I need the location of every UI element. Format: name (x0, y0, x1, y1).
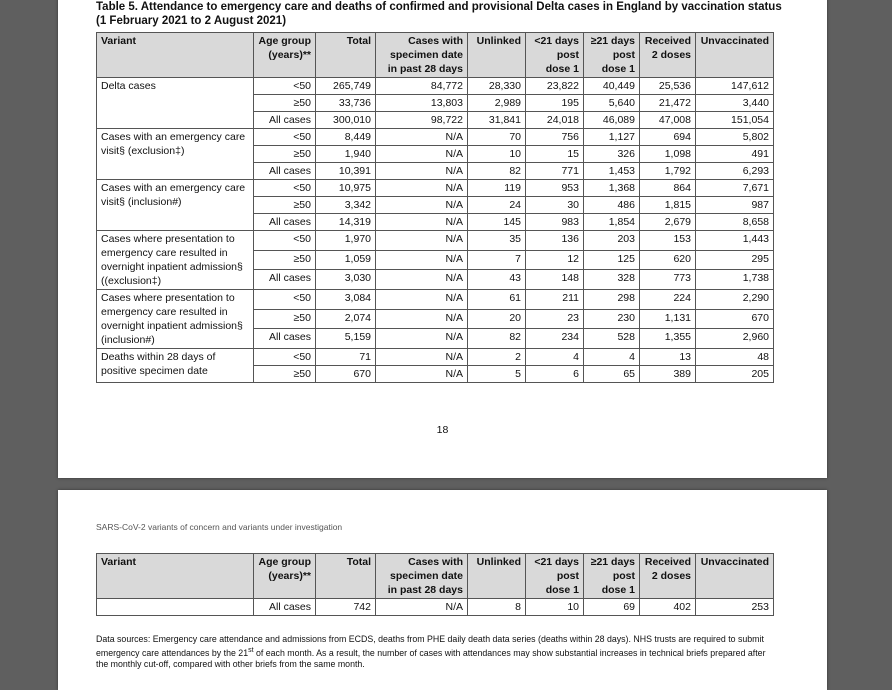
unvaccinated-cell: 491 (696, 146, 774, 163)
header-age-group: Age group (years)** (254, 33, 316, 78)
unvaccinated-cell: 1,443 (696, 231, 774, 251)
received-2-doses-cell: 1,792 (640, 163, 696, 180)
age-group-cell: <50 (254, 290, 316, 310)
document-page-2 (58, 490, 827, 690)
lt21-days-cell: 953 (526, 180, 584, 197)
vaccination-status-table (96, 32, 774, 383)
table-row (97, 599, 774, 616)
cases-28-days-cell: N/A (376, 163, 468, 180)
cases-28-days-cell: N/A (376, 231, 468, 251)
header-cases-28-days: Cases with specimen date in past 28 days (376, 554, 468, 599)
cases-28-days-cell: 84,772 (376, 78, 468, 95)
ge21-days-cell: 65 (584, 366, 640, 383)
ge21-days-cell: 1,453 (584, 163, 640, 180)
total-cell: 3,030 (316, 270, 376, 290)
cases-28-days-cell: N/A (376, 250, 468, 270)
cases-28-days-cell: N/A (376, 309, 468, 329)
lt21-days-cell: 10 (526, 599, 584, 616)
table-row (97, 129, 774, 146)
ge21-days-cell: 5,640 (584, 95, 640, 112)
lt21-days-cell: 983 (526, 214, 584, 231)
ge21-days-cell: 1,854 (584, 214, 640, 231)
age-group-cell: ≥50 (254, 146, 316, 163)
unvaccinated-cell: 1,738 (696, 270, 774, 290)
running-header: SARS-CoV-2 variants of concern and variants under investigation (96, 522, 343, 532)
header-ge21-days: ≥21 days post dose 1 (584, 554, 640, 599)
received-2-doses-cell: 402 (640, 599, 696, 616)
unvaccinated-cell: 987 (696, 197, 774, 214)
cases-28-days-cell: N/A (376, 599, 468, 616)
table-row (97, 349, 774, 366)
unlinked-cell: 82 (468, 329, 526, 349)
page-number: 18 (436, 424, 449, 436)
cases-28-days-cell: N/A (376, 197, 468, 214)
unlinked-cell: 145 (468, 214, 526, 231)
unlinked-cell: 82 (468, 163, 526, 180)
header-age-group: Age group (years)** (254, 554, 316, 599)
age-group-cell: All cases (254, 599, 316, 616)
header-ge21-days: ≥21 days post dose 1 (584, 33, 640, 78)
age-group-cell: <50 (254, 78, 316, 95)
unvaccinated-cell: 151,054 (696, 112, 774, 129)
age-group-cell: <50 (254, 349, 316, 366)
lt21-days-cell: 15 (526, 146, 584, 163)
received-2-doses-cell: 1,355 (640, 329, 696, 349)
header-unlinked: Unlinked (468, 554, 526, 599)
unvaccinated-cell: 2,960 (696, 329, 774, 349)
received-2-doses-cell: 864 (640, 180, 696, 197)
ge21-days-cell: 203 (584, 231, 640, 251)
total-cell: 33,736 (316, 95, 376, 112)
unlinked-cell: 8 (468, 599, 526, 616)
received-2-doses-cell: 47,008 (640, 112, 696, 129)
total-cell: 14,319 (316, 214, 376, 231)
lt21-days-cell: 234 (526, 329, 584, 349)
unlinked-cell: 10 (468, 146, 526, 163)
unlinked-cell: 5 (468, 366, 526, 383)
table-row (97, 231, 774, 251)
unlinked-cell: 70 (468, 129, 526, 146)
unlinked-cell: 7 (468, 250, 526, 270)
unlinked-cell: 2 (468, 349, 526, 366)
unvaccinated-cell: 2,290 (696, 290, 774, 310)
received-2-doses-cell: 25,536 (640, 78, 696, 95)
cases-28-days-cell: N/A (376, 290, 468, 310)
unlinked-cell: 20 (468, 309, 526, 329)
unlinked-cell: 24 (468, 197, 526, 214)
lt21-days-cell: 136 (526, 231, 584, 251)
table-title-line-1: Table 5. Attendance to emergency care and deaths of confirmed and provisional Delta cases in England by vaccination status (96, 1, 782, 13)
age-group-cell: All cases (254, 270, 316, 290)
header-unlinked: Unlinked (468, 33, 526, 78)
variant-cell (97, 599, 254, 616)
age-group-cell: <50 (254, 129, 316, 146)
unvaccinated-cell: 253 (696, 599, 774, 616)
unvaccinated-cell: 295 (696, 250, 774, 270)
unlinked-cell: 35 (468, 231, 526, 251)
unvaccinated-cell: 6,293 (696, 163, 774, 180)
total-cell: 8,449 (316, 129, 376, 146)
received-2-doses-cell: 1,098 (640, 146, 696, 163)
total-cell: 2,074 (316, 309, 376, 329)
header-total: Total (316, 33, 376, 78)
total-cell: 3,084 (316, 290, 376, 310)
total-cell: 670 (316, 366, 376, 383)
age-group-cell: All cases (254, 329, 316, 349)
cases-28-days-cell: N/A (376, 270, 468, 290)
ge21-days-cell: 486 (584, 197, 640, 214)
lt21-days-cell: 4 (526, 349, 584, 366)
table-title-line-2: (1 February 2021 to 2 August 2021) (96, 15, 287, 27)
received-2-doses-cell: 694 (640, 129, 696, 146)
document-page-1 (58, 0, 827, 478)
received-2-doses-cell: 1,131 (640, 309, 696, 329)
header-row (97, 33, 774, 78)
age-group-cell: ≥50 (254, 309, 316, 329)
age-group-cell: <50 (254, 180, 316, 197)
unvaccinated-cell: 48 (696, 349, 774, 366)
ge21-days-cell: 326 (584, 146, 640, 163)
received-2-doses-cell: 21,472 (640, 95, 696, 112)
cases-28-days-cell: N/A (376, 366, 468, 383)
unlinked-cell: 61 (468, 290, 526, 310)
ge21-days-cell: 4 (584, 349, 640, 366)
total-cell: 1,059 (316, 250, 376, 270)
ge21-days-cell: 1,127 (584, 129, 640, 146)
header-cases-28-days: Cases with specimen date in past 28 days (376, 33, 468, 78)
lt21-days-cell: 211 (526, 290, 584, 310)
received-2-doses-cell: 620 (640, 250, 696, 270)
variant-cell: Delta cases (97, 78, 254, 129)
data-sources-note: Data sources: Emergency care attendance and admissions from ECDS, deaths from PHE daily death data series (deaths within 28 days). NHS trusts are required to submit emergency care attendances by the 21st of each month. As a result, the number of cases with attendances may show substantial increases in technical briefs prepared after the monthly cut-off, compared with other briefs from the same month. (96, 634, 766, 669)
unlinked-cell: 28,330 (468, 78, 526, 95)
total-cell: 1,970 (316, 231, 376, 251)
age-group-cell: ≥50 (254, 197, 316, 214)
variant-cell: Cases with an emergency care visit§ (exclusion‡) (97, 129, 254, 180)
variant-cell: Cases where presentation to emergency care resulted in overnight inpatient admission§ (inclusion#) (97, 290, 254, 349)
total-cell: 742 (316, 599, 376, 616)
cases-28-days-cell: N/A (376, 180, 468, 197)
header-row (97, 554, 774, 599)
header-received-2-doses: Received 2 doses (640, 554, 696, 599)
table-row (97, 180, 774, 197)
total-cell: 10,391 (316, 163, 376, 180)
header-variant: Variant (97, 554, 254, 599)
age-group-cell: <50 (254, 231, 316, 251)
age-group-cell: All cases (254, 112, 316, 129)
ge21-days-cell: 328 (584, 270, 640, 290)
table-row (97, 290, 774, 310)
total-cell: 3,342 (316, 197, 376, 214)
continuation-table (96, 553, 774, 616)
unvaccinated-cell: 7,671 (696, 180, 774, 197)
variant-cell: Cases where presentation to emergency care resulted in overnight inpatient admission§ ((exclusion‡) (97, 231, 254, 290)
lt21-days-cell: 771 (526, 163, 584, 180)
unlinked-cell: 31,841 (468, 112, 526, 129)
received-2-doses-cell: 224 (640, 290, 696, 310)
unvaccinated-cell: 670 (696, 309, 774, 329)
received-2-doses-cell: 13 (640, 349, 696, 366)
cases-28-days-cell: N/A (376, 129, 468, 146)
ge21-days-cell: 40,449 (584, 78, 640, 95)
ge21-days-cell: 69 (584, 599, 640, 616)
cases-28-days-cell: N/A (376, 329, 468, 349)
age-group-cell: ≥50 (254, 95, 316, 112)
ge21-days-cell: 528 (584, 329, 640, 349)
age-group-cell: ≥50 (254, 250, 316, 270)
cases-28-days-cell: 98,722 (376, 112, 468, 129)
lt21-days-cell: 195 (526, 95, 584, 112)
header-unvaccinated: Unvaccinated (696, 554, 774, 599)
cases-28-days-cell: N/A (376, 214, 468, 231)
header-lt21-days: <21 days post dose 1 (526, 554, 584, 599)
header-total: Total (316, 554, 376, 599)
unlinked-cell: 43 (468, 270, 526, 290)
lt21-days-cell: 23 (526, 309, 584, 329)
received-2-doses-cell: 2,679 (640, 214, 696, 231)
unlinked-cell: 2,989 (468, 95, 526, 112)
age-group-cell: All cases (254, 214, 316, 231)
table-row (97, 78, 774, 95)
unvaccinated-cell: 8,658 (696, 214, 774, 231)
header-received-2-doses: Received 2 doses (640, 33, 696, 78)
received-2-doses-cell: 389 (640, 366, 696, 383)
ge21-days-cell: 125 (584, 250, 640, 270)
header-unvaccinated: Unvaccinated (696, 33, 774, 78)
variant-cell: Deaths within 28 days of positive specimen date (97, 349, 254, 383)
ge21-days-cell: 46,089 (584, 112, 640, 129)
lt21-days-cell: 6 (526, 366, 584, 383)
total-cell: 265,749 (316, 78, 376, 95)
total-cell: 5,159 (316, 329, 376, 349)
lt21-days-cell: 148 (526, 270, 584, 290)
total-cell: 300,010 (316, 112, 376, 129)
received-2-doses-cell: 153 (640, 231, 696, 251)
unvaccinated-cell: 205 (696, 366, 774, 383)
unvaccinated-cell: 3,440 (696, 95, 774, 112)
total-cell: 10,975 (316, 180, 376, 197)
unlinked-cell: 119 (468, 180, 526, 197)
unvaccinated-cell: 5,802 (696, 129, 774, 146)
header-lt21-days: <21 days post dose 1 (526, 33, 584, 78)
lt21-days-cell: 24,018 (526, 112, 584, 129)
ge21-days-cell: 230 (584, 309, 640, 329)
ge21-days-cell: 298 (584, 290, 640, 310)
ge21-days-cell: 1,368 (584, 180, 640, 197)
header-variant: Variant (97, 33, 254, 78)
variant-cell: Cases with an emergency care visit§ (inclusion#) (97, 180, 254, 231)
lt21-days-cell: 30 (526, 197, 584, 214)
lt21-days-cell: 23,822 (526, 78, 584, 95)
lt21-days-cell: 12 (526, 250, 584, 270)
received-2-doses-cell: 773 (640, 270, 696, 290)
cases-28-days-cell: 13,803 (376, 95, 468, 112)
lt21-days-cell: 756 (526, 129, 584, 146)
age-group-cell: ≥50 (254, 366, 316, 383)
total-cell: 1,940 (316, 146, 376, 163)
received-2-doses-cell: 1,815 (640, 197, 696, 214)
total-cell: 71 (316, 349, 376, 366)
age-group-cell: All cases (254, 163, 316, 180)
cases-28-days-cell: N/A (376, 146, 468, 163)
cases-28-days-cell: N/A (376, 349, 468, 366)
unvaccinated-cell: 147,612 (696, 78, 774, 95)
table-title (96, 0, 816, 28)
